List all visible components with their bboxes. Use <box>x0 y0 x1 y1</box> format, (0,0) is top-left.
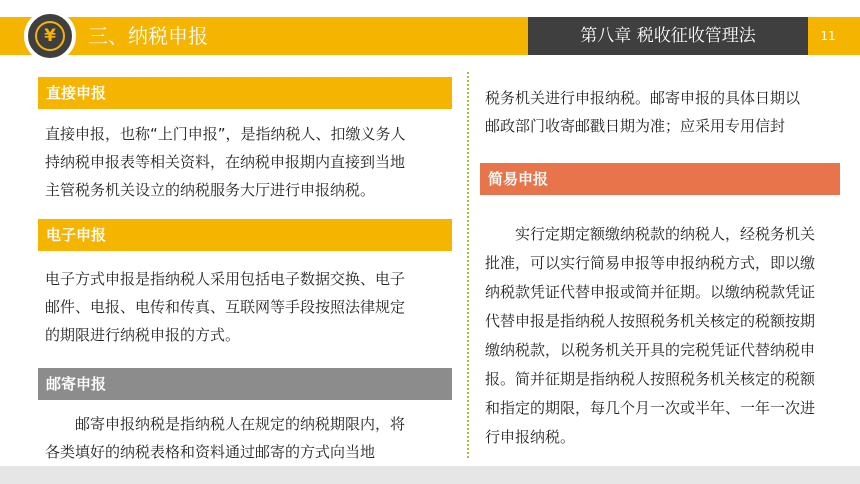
section-title: 三、纳税申报 <box>88 24 208 48</box>
simple-filing-text <box>485 220 845 452</box>
text-line: 缴纳税款，以税务机关开具的完税凭证代替纳税申 <box>485 341 816 359</box>
footer-bar <box>0 466 860 484</box>
text-line: 批准，可以实行简易申报等申报纳税方式，即以缴 <box>485 254 816 272</box>
page-number: 11 <box>820 29 836 43</box>
yuan-coin-icon <box>24 10 76 62</box>
direct-filing-text <box>45 120 455 204</box>
slide-header <box>0 0 860 74</box>
text-line: 税务机关进行申报纳税。邮寄申报的具体日期以 <box>485 89 801 107</box>
text-line: 电子方式申报是指纳税人采用包括电子数据交换、电子 <box>45 270 406 288</box>
text-line: 主管税务机关设立的纳税服务大厅进行申报纳税。 <box>45 181 376 199</box>
direct-filing-label: 直接申报 <box>38 77 452 109</box>
mail-filing-text-continued <box>485 84 845 140</box>
text-line: 持纳税申报表等相关资料，在纳税申报期内直接到当地 <box>45 153 406 171</box>
text-line: 各类填好的纳税表格和资料通过邮寄的方式向当地 <box>45 443 376 461</box>
text-line: 纳税款凭证代替申报或简并征期。以缴纳税款凭证 <box>485 283 816 301</box>
text-line: 行申报纳税。 <box>485 428 576 446</box>
text-line: 邮寄申报纳税是指纳税人在规定的纳税期限内，将 <box>75 415 406 433</box>
yuan-glyph: ¥ <box>35 21 65 51</box>
text-line: 邮政部门收寄邮戳日期为准；应采用专用信封 <box>485 117 786 135</box>
text-line: 实行定期定额缴纳税款的纳税人，经税务机关 <box>515 225 816 243</box>
column-divider <box>467 72 469 458</box>
text-line: 直接申报，也称“上门申报”，是指纳税人、扣缴义务人 <box>45 125 406 143</box>
text-line: 代替申报是指纳税人按照税务机关核定的税额按期 <box>485 312 816 330</box>
text-line: 的期限进行纳税申报的方式。 <box>45 326 241 344</box>
electronic-filing-text <box>45 265 455 349</box>
mail-filing-text <box>45 410 455 466</box>
mail-filing-label: 邮寄申报 <box>38 368 452 400</box>
text-line: 报。简并征期是指纳税人按照税务机关核定的税额 <box>485 370 816 388</box>
text-line: 和指定的期限，每几个月一次或半年、一年一次进 <box>485 399 816 417</box>
chapter-title: 第八章 税收征收管理法 <box>528 17 808 55</box>
header-yellow-bar <box>0 17 528 55</box>
simple-filing-label: 简易申报 <box>480 163 840 195</box>
electronic-filing-label: 电子申报 <box>38 219 452 251</box>
text-line: 邮件、电报、电传和传真、互联网等手段按照法律规定 <box>45 298 406 316</box>
